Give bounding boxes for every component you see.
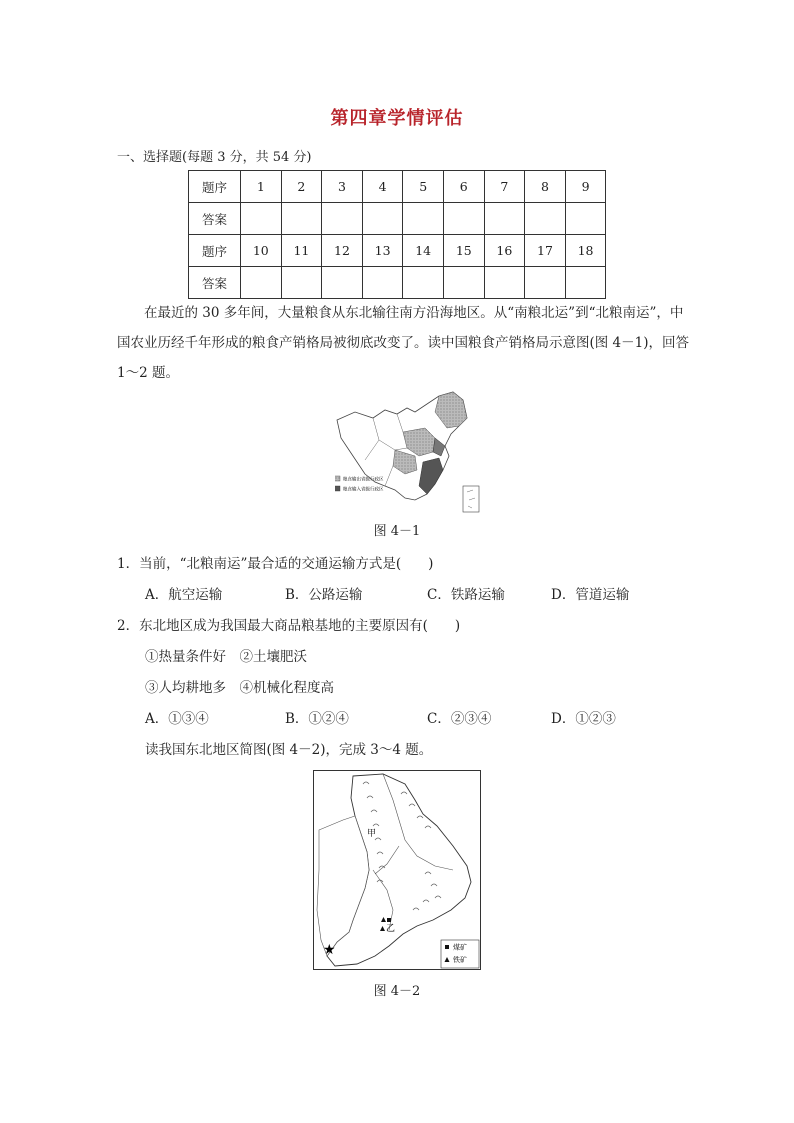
answer-cell[interactable]	[403, 267, 444, 299]
question-number: 8	[525, 171, 566, 203]
answer-cell[interactable]	[443, 267, 484, 299]
southeast-region	[419, 458, 443, 494]
row-label: 题序	[189, 171, 241, 203]
south-sea-inset	[463, 486, 479, 512]
answer-table	[188, 170, 606, 299]
question-number: 18	[565, 235, 606, 267]
question-number: 12	[322, 235, 363, 267]
option-b[interactable]: B．①②④	[285, 711, 349, 727]
question-1-options	[145, 583, 745, 603]
answer-cell[interactable]	[403, 203, 444, 235]
label-jia: 甲	[367, 829, 377, 839]
question-number: 16	[484, 235, 525, 267]
option-d[interactable]: D．管道运输	[551, 587, 630, 603]
passage-2: 读我国东北地区简图(图 4－2)，完成 3～4 题。	[145, 742, 433, 758]
answer-cell[interactable]	[362, 203, 403, 235]
option-c[interactable]: C．铁路运输	[427, 587, 505, 603]
question-number: 14	[403, 235, 444, 267]
question-number: 11	[281, 235, 322, 267]
question-number: 7	[484, 171, 525, 203]
legend-coal-label: 煤矿	[453, 943, 467, 952]
question-number: 15	[443, 235, 484, 267]
question-number: 17	[525, 235, 566, 267]
question-number: 10	[241, 235, 282, 267]
legend-import-label: 粮食输入省级行政区	[343, 487, 384, 493]
row-label: 答案	[189, 203, 241, 235]
answer-cell[interactable]	[322, 267, 363, 299]
label-yi: 乙	[386, 924, 396, 934]
question-number: 9	[565, 171, 606, 203]
question-number: 13	[362, 235, 403, 267]
question-2-options	[145, 707, 745, 727]
question-2: 2．东北地区成为我国最大商品粮基地的主要原因有( )	[117, 618, 461, 634]
answer-cell[interactable]	[525, 267, 566, 299]
answer-cell[interactable]	[281, 267, 322, 299]
answer-cell[interactable]	[484, 203, 525, 235]
answer-cell[interactable]	[484, 267, 525, 299]
legend-export-label: 粮食输出省级行政区	[343, 477, 384, 483]
option-a[interactable]: A．航空运输	[145, 587, 223, 603]
answer-cell[interactable]	[443, 203, 484, 235]
china-grain-map	[335, 390, 481, 514]
answer-cell[interactable]	[525, 203, 566, 235]
figure-1-caption: 图 4－1	[373, 524, 421, 539]
legend-iron-label: 铁矿	[453, 956, 467, 964]
northeast-china-map	[313, 770, 481, 970]
question-number: 1	[241, 171, 282, 203]
figure-2-caption: 图 4－2	[373, 984, 421, 999]
statement-line: ①热量条件好 ②土壤肥沃	[145, 649, 307, 665]
question-number: 6	[443, 171, 484, 203]
row-label: 题序	[189, 235, 241, 267]
question-number: 4	[362, 171, 403, 203]
answer-cell[interactable]	[281, 203, 322, 235]
statement-line: ③人均耕地多 ④机械化程度高	[145, 680, 334, 696]
coal-mine-marker	[387, 918, 391, 922]
option-a[interactable]: A．①③④	[145, 711, 209, 727]
passage-1: 在最近的 30 多年间，大量粮食从东北输往南方沿海地区。从“南粮北运”到“北粮南运”，中国农业历经千年形成的粮食产销格局被彻底改变了。读中国粮食产销格局示意图(图 4－1)，回答 1～2 题。	[117, 305, 690, 381]
star-icon: ★	[323, 942, 336, 958]
page-title: 第四章学情评估	[330, 108, 464, 129]
row-label: 答案	[189, 267, 241, 299]
answer-cell[interactable]	[565, 267, 606, 299]
table-row	[189, 171, 606, 203]
table-row	[189, 203, 606, 235]
answer-cell[interactable]	[565, 203, 606, 235]
table-row	[189, 267, 606, 299]
table-row	[189, 235, 606, 267]
question-number: 2	[281, 171, 322, 203]
question-number: 3	[322, 171, 363, 203]
question-number: 5	[403, 171, 444, 203]
option-d[interactable]: D．①②③	[551, 711, 616, 727]
answer-cell[interactable]	[241, 203, 282, 235]
option-c[interactable]: C．②③④	[427, 711, 492, 727]
option-b[interactable]: B．公路运输	[285, 587, 363, 603]
section-heading: 一、选择题(每题 3 分，共 54 分)	[117, 150, 312, 165]
answer-cell[interactable]	[362, 267, 403, 299]
answer-cell[interactable]	[322, 203, 363, 235]
answer-cell[interactable]	[241, 267, 282, 299]
question-1: 1．当前，“北粮南运”最合适的交通运输方式是( )	[117, 556, 434, 572]
legend-coal-icon	[445, 945, 449, 949]
